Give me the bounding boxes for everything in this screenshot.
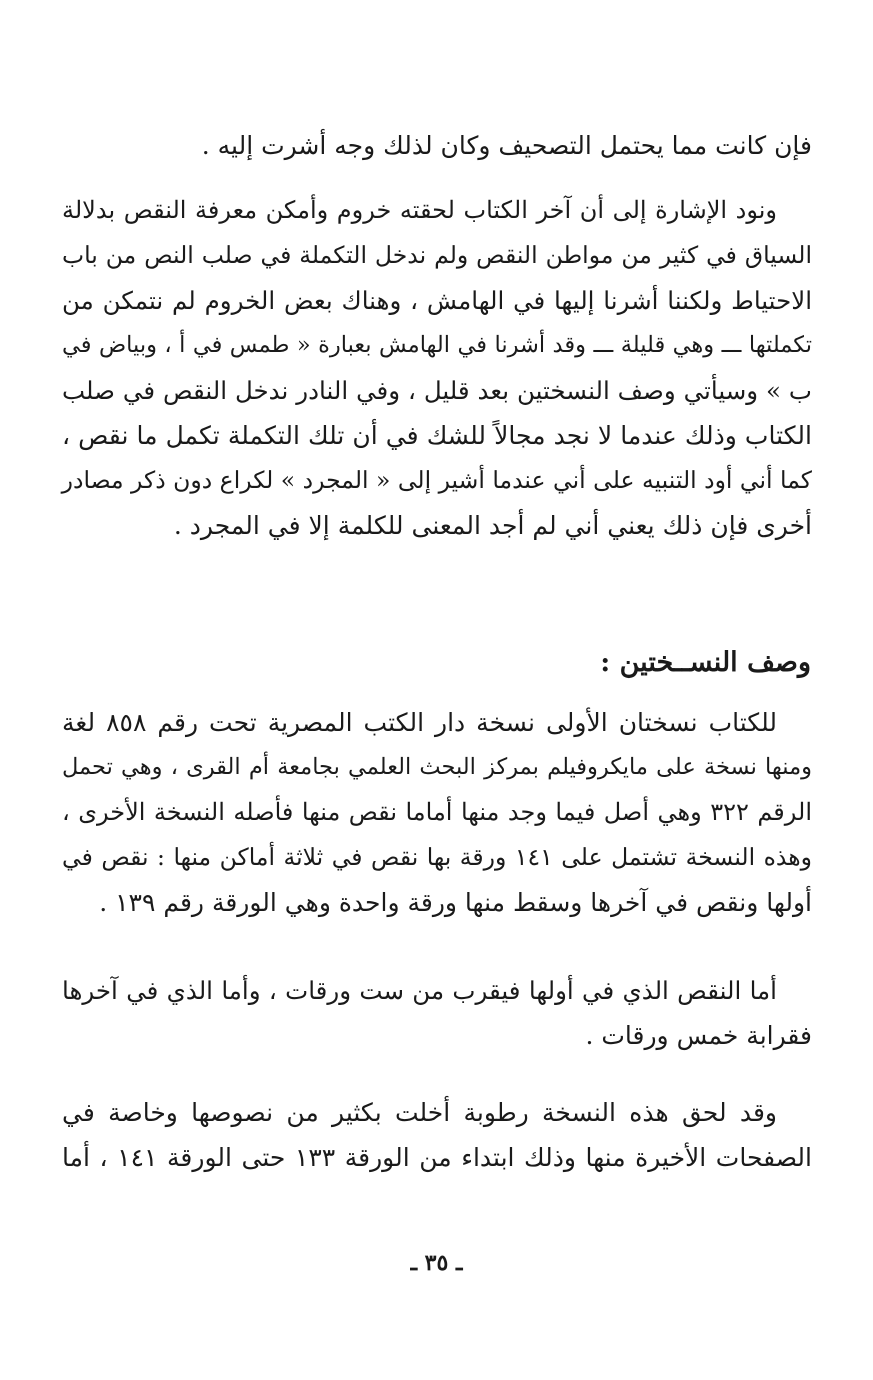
text-line: ونود الإشارة إلى أن آخر الكتاب لحقته خروم وأمكن معرفة النقص بدلالة	[62, 196, 778, 224]
text-line: وقد لحق هذه النسخة رطوبة أخلت بكثير من نصوصها وخاصة في	[62, 1098, 777, 1127]
paragraph-5	[62, 1090, 812, 1180]
text-line: الاحتياط ولكننا أشرنا إليها في الهامش ، وهناك بعض الخروم لم نتمكن من	[62, 286, 812, 315]
text-line: للكتاب نسختان الأولى نسخة دار الكتب المصرية تحت رقم ٨٥٨ لغة	[62, 708, 778, 737]
text-line: ب » وسيأتي وصف النسختين بعد قليل ، وفي النادر ندخل النقص في صلب	[62, 376, 812, 405]
text-line: تكملتها ـــ وهي قليلة ـــ وقد أشرنا في الهامش بعبارة « طمس في أ ، وبياض في	[62, 332, 812, 358]
text-line: أخرى فإن ذلك يعني أني لم أجد المعنى للكلمة إلا في المجرد .	[173, 511, 812, 540]
text-line: كما أني أود التنبيه على أني عندما أشير إلى « المجرد » لكراع دون ذكر مصادر	[61, 466, 812, 494]
text-line: الكتاب وذلك عندما لا نجد مجالاً للشك في أن تلك التكملة تكمل ما نقص ،	[62, 421, 812, 450]
text-line: الرقم ٣٢٢ وهي أصل فيما وجد منها أماما نقص منها فأصله النسخة الأخرى ،	[62, 798, 812, 826]
text-line: أولها ونقص في آخرها وسقط منها ورقة واحدة وهي الورقة رقم ١٣٩ .	[99, 888, 812, 917]
paragraph-2	[62, 188, 812, 548]
paragraph-3	[62, 700, 812, 925]
text-line: ومنها نسخة على مايكروفيلم بمركز البحث العلمي بجامعة أم القرى ، وهي تحمل	[62, 754, 812, 780]
text-line: فإن كانت مما يحتمل التصحيف وكان لذلك وجه أشرت إليه .	[201, 131, 812, 160]
text-line: السياق في كثير من مواطن النقص ولم ندخل التكملة في صلب النص من باب	[62, 241, 812, 269]
page-number: ـ ٣٥ ـ	[410, 1250, 463, 1276]
paragraph-4	[62, 968, 812, 1058]
paragraph-1	[62, 123, 812, 168]
section-heading: وصف النســختين :	[600, 647, 811, 678]
text-line: الصفحات الأخيرة منها وذلك ابتداء من الورقة ١٣٣ حتى الورقة ١٤١ ، أما	[62, 1143, 812, 1172]
text-line: أما النقص الذي في أولها فيقرب من ست ورقات ، وأما الذي في آخرها	[62, 976, 777, 1005]
text-line: فقرابة خمس ورقات .	[585, 1021, 812, 1050]
text-line: وهذه النسخة تشتمل على ١٤١ ورقة بها نقص في ثلاثة أماكن منها : نقص في	[62, 843, 813, 871]
